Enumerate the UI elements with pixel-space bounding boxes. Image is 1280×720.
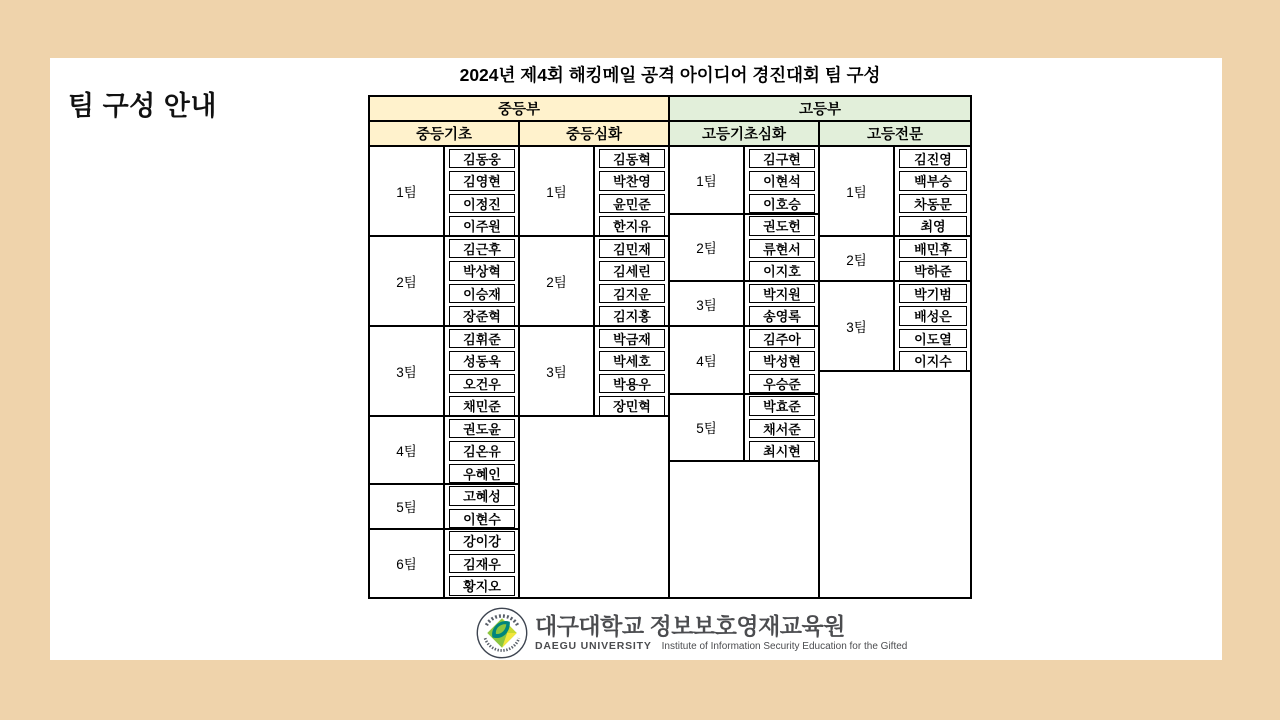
team-label: 2팀 [370,237,445,325]
track-header-high-professional: 고등전문 [820,122,970,145]
member-name: 류현서 [749,239,815,259]
team-label: 3팀 [670,282,745,325]
member-name: 권도윤 [449,419,515,439]
member-row [745,327,818,350]
team-members [745,147,818,213]
member-name: 박세호 [599,351,665,371]
member-name: 박찬영 [599,171,665,191]
member-row [595,350,668,373]
member-name: 한지유 [599,216,665,236]
member-name: 박금재 [599,329,665,349]
division-header-row [370,97,970,122]
team-group [370,485,518,530]
member-row [595,305,668,328]
member-name: 배성은 [899,306,967,326]
member-name: 김휘준 [449,329,515,349]
member-name: 배민후 [899,239,967,259]
member-row [445,260,518,283]
daegu-university-emblem-icon [476,607,528,659]
team-label: 2팀 [670,215,745,281]
team-label: 5팀 [670,395,745,461]
member-row [895,170,970,193]
division-header-high: 고등부 [670,97,970,120]
member-row [745,282,818,305]
member-row [445,305,518,328]
member-row [595,237,668,260]
team-group [370,530,518,598]
team-group [520,237,668,327]
member-name: 차동문 [899,194,967,214]
member-name: 이정진 [449,194,515,214]
member-name: 박기범 [899,284,967,304]
track-section-3 [670,147,820,597]
team-group [370,417,518,485]
member-name: 박효준 [749,396,815,416]
member-row [895,237,970,260]
member-name: 장민혁 [599,396,665,416]
member-name: 장준혁 [449,306,515,326]
footer-logo [476,605,907,661]
team-members [595,147,668,235]
track-section-4 [820,147,970,597]
member-name: 박성현 [749,351,815,371]
track-section-2 [520,147,670,597]
team-label: 3팀 [520,327,595,415]
team-label: 1팀 [820,147,895,235]
team-composition-table [368,95,972,599]
member-row [745,417,818,440]
team-members [445,327,518,415]
slide [50,58,1222,660]
team-members [895,282,970,370]
member-name: 우승준 [749,374,815,394]
team-label: 1팀 [670,147,745,213]
team-members [745,395,818,461]
member-row [595,372,668,395]
member-row [595,147,668,170]
member-row [595,215,668,238]
member-row [895,327,970,350]
footer-logo-text [535,614,907,651]
track-header-middle-basic: 중등기초 [370,122,520,145]
member-name: 김지운 [599,284,665,304]
team-members [895,237,970,280]
member-name: 송영록 [749,306,815,326]
institute-name-ko: 정보보호영재교육원 [649,613,845,640]
member-name: 이현석 [749,171,815,191]
member-name: 이승재 [449,284,515,304]
member-row [445,530,518,553]
member-name: 이지호 [749,261,815,281]
member-name: 김재우 [449,554,515,574]
team-label: 2팀 [520,237,595,325]
member-name: 박지원 [749,284,815,304]
member-row [445,507,518,530]
member-row [895,350,970,373]
track-header-high-basic-advanced: 고등기초심화 [670,122,820,145]
member-row [745,170,818,193]
team-members [745,282,818,325]
member-row [745,440,818,463]
team-group [820,282,970,372]
member-name: 김영현 [449,171,515,191]
team-group [370,327,518,417]
team-members [445,485,518,528]
member-row [745,395,818,418]
team-members [595,237,668,325]
member-row [445,485,518,508]
team-group [670,147,818,215]
division-header-middle: 중등부 [370,97,670,120]
team-group [670,395,818,463]
member-row [445,552,518,575]
team-label: 5팀 [370,485,445,528]
member-row [745,350,818,373]
team-group [520,327,668,417]
member-row [745,237,818,260]
member-name: 김온유 [449,441,515,461]
member-name: 채서준 [749,419,815,439]
member-row [745,147,818,170]
team-members [445,147,518,235]
table-title: 2024년 제4회 해킹메일 공격 아이디어 경진대회 팀 구성 [459,65,881,85]
member-row [895,192,970,215]
team-group [820,237,970,282]
member-name: 김근후 [449,239,515,259]
member-name: 권도헌 [749,216,815,236]
member-name: 최시현 [749,441,815,461]
team-group [820,147,970,237]
member-name: 고혜성 [449,486,515,506]
team-label: 2팀 [820,237,895,280]
team-label: 3팀 [370,327,445,415]
member-name: 김구현 [749,149,815,169]
member-row [445,170,518,193]
slide-title: 팀 구성 안내 [68,91,217,121]
table-body [370,147,970,597]
member-name: 채민준 [449,396,515,416]
member-row [745,192,818,215]
member-name: 김동웅 [449,149,515,169]
team-label: 4팀 [370,417,445,483]
member-name: 성동욱 [449,351,515,371]
member-row [895,215,970,238]
member-name: 김주아 [749,329,815,349]
team-members [595,327,668,415]
member-name: 김진영 [899,149,967,169]
member-name: 강이강 [449,531,515,551]
member-name: 백부승 [899,171,967,191]
member-name: 박하준 [899,261,967,281]
member-row [595,260,668,283]
member-name: 최영 [899,216,967,236]
university-name-ko: 대구대학교 [535,613,644,640]
member-row [895,260,970,283]
footer-english-line [535,640,907,652]
member-name: 이도열 [899,329,967,349]
member-name: 김민재 [599,239,665,259]
member-row [445,417,518,440]
team-label: 4팀 [670,327,745,393]
member-row [745,215,818,238]
team-group [670,215,818,283]
university-name-en: DAEGU UNIVERSITY [535,639,652,652]
member-row [445,462,518,485]
member-row [445,192,518,215]
footer-korean-line [535,614,907,638]
institute-name-en: Institute of Information Security Education for the Gifted [661,640,908,652]
member-row [445,215,518,238]
team-members [445,237,518,325]
member-row [745,305,818,328]
member-row [895,282,970,305]
team-members [445,417,518,483]
member-name: 황지오 [449,576,515,596]
member-row [595,192,668,215]
member-row [595,170,668,193]
team-group [370,237,518,327]
team-label: 1팀 [370,147,445,235]
track-header-row [370,122,970,147]
track-section-1 [370,147,520,597]
team-members [745,215,818,281]
member-name: 김세린 [599,261,665,281]
member-name: 윤민준 [599,194,665,214]
member-name: 이지수 [899,351,967,371]
member-row [445,237,518,260]
member-row [445,575,518,598]
member-name: 이주원 [449,216,515,236]
member-row [595,282,668,305]
team-group [670,327,818,395]
member-row [445,395,518,418]
member-row [595,327,668,350]
member-row [745,260,818,283]
member-row [895,305,970,328]
member-row [445,147,518,170]
member-row [445,327,518,350]
member-name: 박용우 [599,374,665,394]
team-members [445,530,518,598]
member-name: 이현수 [449,509,515,529]
team-group [670,282,818,327]
team-group [520,147,668,237]
member-row [445,440,518,463]
team-members [745,327,818,393]
member-row [445,350,518,373]
member-name: 오건우 [449,374,515,394]
member-row [595,395,668,418]
member-name: 김동혁 [599,149,665,169]
team-label: 6팀 [370,530,445,598]
member-row [445,282,518,305]
member-row [745,372,818,395]
member-row [895,147,970,170]
member-row [445,372,518,395]
member-name: 김지홍 [599,306,665,326]
team-group [370,147,518,237]
member-name: 박상혁 [449,261,515,281]
team-members [895,147,970,235]
member-name: 이호승 [749,194,815,214]
track-header-middle-advanced: 중등심화 [520,122,670,145]
member-name: 우혜인 [449,464,515,484]
team-label: 1팀 [520,147,595,235]
team-label: 3팀 [820,282,895,370]
